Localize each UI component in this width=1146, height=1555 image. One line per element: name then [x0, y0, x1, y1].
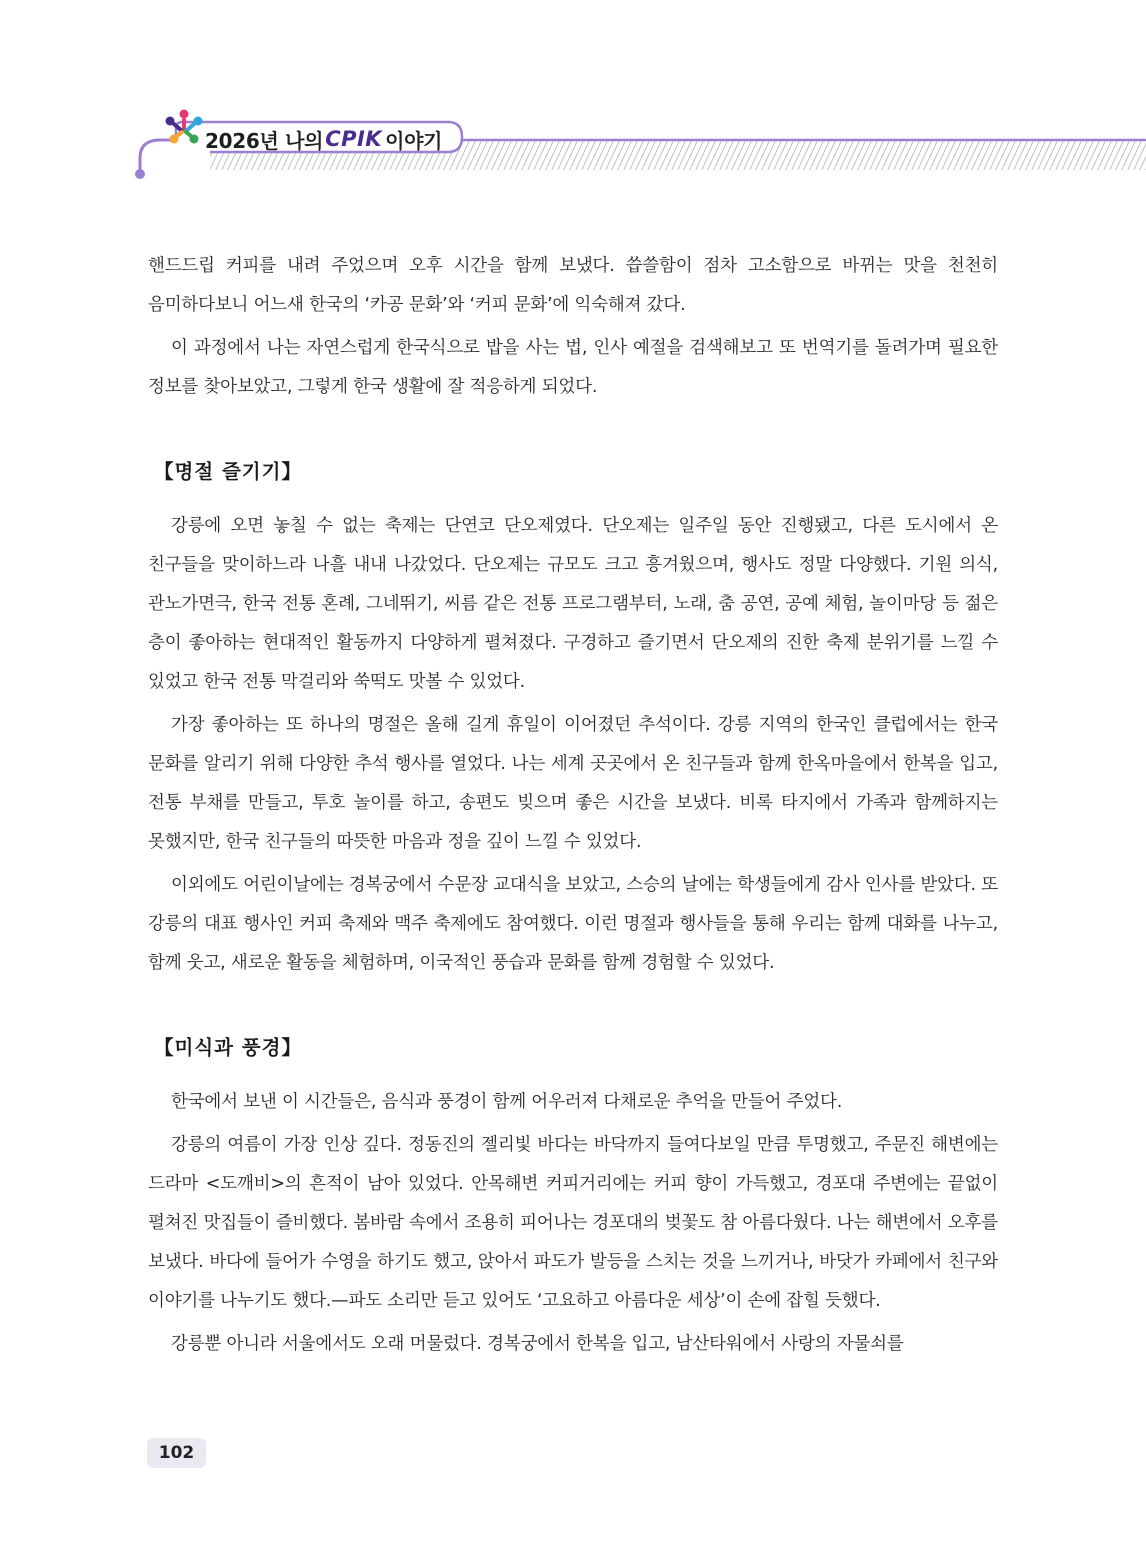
- article-body: [148, 247, 998, 1364]
- header-decoration: [0, 0, 1146, 200]
- section-heading: 【미식과 풍경】: [154, 1036, 302, 1059]
- people-circle-logo-icon: [160, 106, 208, 154]
- header-title-prefix: 2026년 나의: [205, 128, 324, 153]
- paragraph: 강릉에 오면 놓칠 수 없는 축제는 단연코 단오제였다. 단오제는 일주일 동안 진행됐고, 다른 도시에서 온 친구들을 맞이하느라 나흘 내내 나갔었다. 단오제는 규모도 크고 흥겨웠으며, 행사도 정말 다양했다. 기원 의식, 관노가면극, 한국 전통 혼례, 그네뛰기, 씨름 같은 전통 프로그램부터, 노래, 춤 공연, 공예 체험, 놀이마당 등 젊은 층이 좋아하는 현대적인 활동까지 다양하게 펼쳐졌다. 구경하고 즐기면서 단오제의 진한 축제 분위기를 느낄 수 있었고 한국 전통 막걸리와 쑥떡도 맛볼 수 있었다.: [148, 516, 998, 692]
- paragraph: 한국에서 보낸 이 시간들은, 음식과 풍경이 함께 어우러져 다채로운 추억을 만들어 주었다.: [171, 1092, 843, 1112]
- header-title-suffix: 이야기: [385, 128, 443, 153]
- page-number: 102: [147, 1438, 206, 1468]
- header-title: [205, 124, 442, 154]
- paragraph: 가장 좋아하는 또 하나의 명절은 올해 길게 휴일이 이어졌던 추석이다. 강릉 지역의 한국인 클럽에서는 한국 문화를 알리기 위해 다양한 추석 행사를 열었다. 나는 세계 곳곳에서 온 친구들과 함께 한옥마을에서 한복을 입고, 전통 부채를 만들고, 투호 놀이를 하고, 송편도 빚으며 좋은 시간을 보냈다. 비록 타지에서 가족과 함께하지는 못했지만, 한국 친구들의 따뜻한 마음과 정을 깊이 느낄 수 있었다.: [148, 715, 998, 852]
- section-heading: 【명절 즐기기】: [154, 460, 302, 483]
- page-header: [0, 0, 1146, 200]
- paragraph: 강릉의 여름이 가장 인상 깊다. 정동진의 젤리빛 바다는 바닥까지 들여다보일 만큼 투명했고, 주문진 해변에는 드라마 <도깨비>의 흔적이 남아 있었다. 안목해변 커피거리에는 커피 향이 가득했고, 경포대 주변에는 끝없이 펼쳐진 맛집들이 즐비했다. 봄바람 속에서 조용히 피어나는 경포대의 벚꽃도 참 아름다웠다. 나는 해변에서 오후를 보냈다. 바다에 들어가 수영을 하기도 했고, 앉아서 파도가 발등을 스치는 것을 느끼거나, 바닷가 카페에서 친구와 이야기를 나누기도 했다.—파도 소리만 듣고 있어도 ‘고요하고 아름다운 세상’이 손에 잡힐 듯했다.: [148, 1135, 998, 1311]
- paragraph: 강릉뿐 아니라 서울에서도 오래 머물렀다. 경복궁에서 한복을 입고, 남산타워에서 사랑의 자물쇠를: [171, 1334, 904, 1354]
- paragraph: 이 과정에서 나는 자연스럽게 한국식으로 밥을 사는 법, 인사 예절을 검색해보고 또 번역기를 돌려가며 필요한 정보를 찾아보았고, 그렇게 한국 생활에 잘 적응하게 되었다.: [148, 338, 998, 397]
- paragraph: 핸드드립 커피를 내려 주었으며 오후 시간을 함께 보냈다. 씁쓸함이 점차 고소함으로 바뀌는 맛을 천천히 음미하다보니 어느새 한국의 ‘카공 문화’와 ‘커피 문화’에 익숙해져 갔다.: [148, 256, 998, 315]
- paragraph: 이외에도 어린이날에는 경복궁에서 수문장 교대식을 보았고, 스승의 날에는 학생들에게 감사 인사를 받았다. 또 강릉의 대표 행사인 커피 축제와 맥주 축제에도 참여했다. 이런 명절과 행사들을 통해 우리는 함께 대화를 나누고, 함께 웃고, 새로운 활동을 체험하며, 이국적인 풍습과 문화를 함께 경험할 수 있었다.: [148, 875, 998, 973]
- header-title-brand: CPIK: [325, 127, 383, 151]
